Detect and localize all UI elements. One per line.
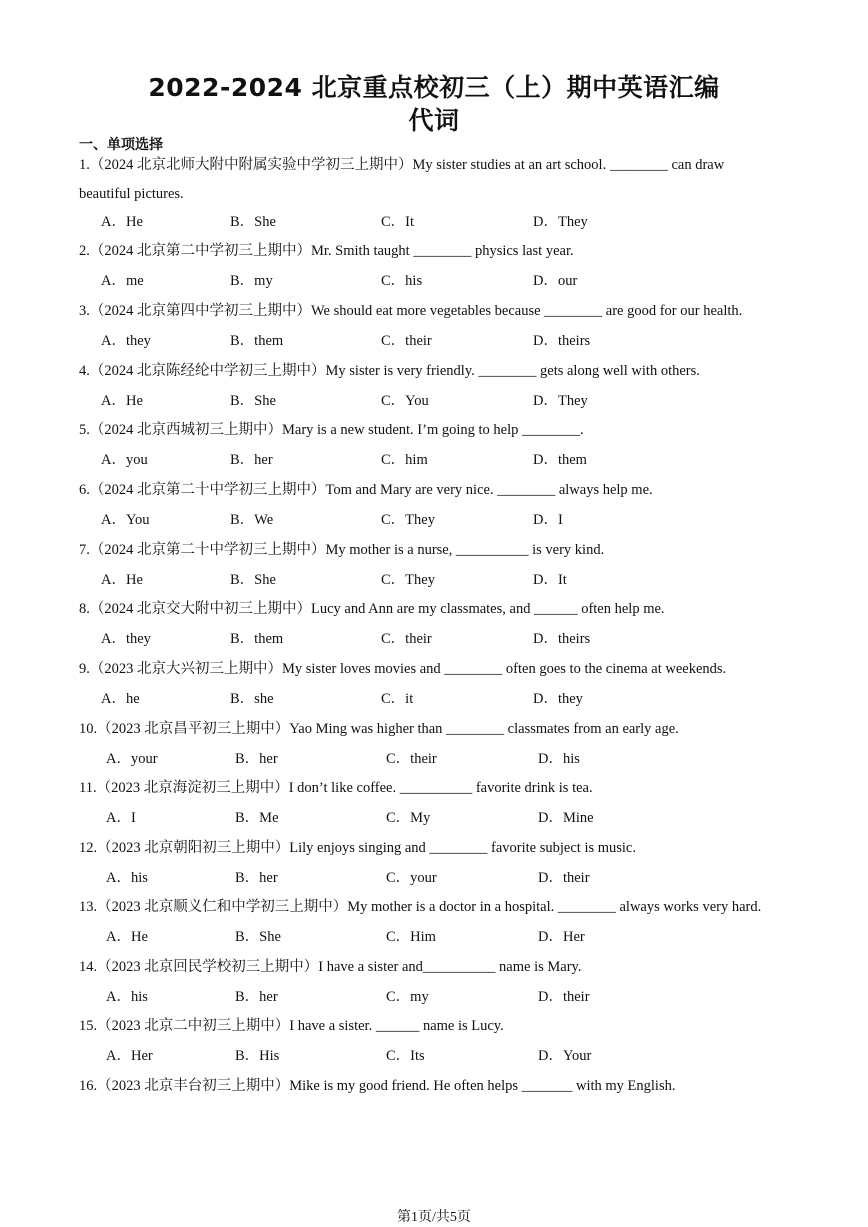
answer-option[interactable]: C．Him: [386, 929, 436, 945]
section-heading: 一、单项选择: [79, 137, 163, 153]
answer-option[interactable]: C．your: [386, 870, 437, 886]
answer-option[interactable]: D．It: [533, 572, 567, 588]
answer-options: [101, 450, 801, 470]
answer-option[interactable]: A．Her: [106, 1048, 153, 1064]
document-subtitle: 代词: [408, 106, 460, 135]
answer-option[interactable]: D．their: [538, 989, 590, 1005]
page-footer: 第1页/共5页: [397, 1210, 471, 1225]
answer-option[interactable]: B．my: [230, 273, 273, 289]
answer-option[interactable]: C．it: [381, 691, 414, 707]
answer-option[interactable]: A．his: [106, 989, 148, 1005]
answer-options: [101, 629, 801, 649]
answer-option[interactable]: B．We: [230, 512, 274, 528]
answer-options: [101, 391, 801, 411]
question-text: 2.（2024 北京第二中学初三上期中）Mr. Smith taught ________ physics last year.: [79, 243, 574, 259]
answer-option[interactable]: A．he: [101, 691, 140, 707]
answer-option[interactable]: D．Her: [538, 929, 585, 945]
answer-options: [106, 868, 806, 888]
answer-option[interactable]: D．I: [533, 512, 563, 528]
answer-options: [101, 510, 801, 530]
answer-option[interactable]: B．She: [235, 929, 281, 945]
answer-option[interactable]: B．Me: [235, 810, 279, 826]
answer-option[interactable]: C．their: [381, 631, 432, 647]
answer-option[interactable]: B．His: [235, 1048, 280, 1064]
question-text: 1.（2024 北京北师大附中附属实验中学初三上期中）My sister studies at an art school. ________ can draw: [79, 157, 725, 173]
answer-option[interactable]: C．their: [381, 333, 432, 349]
answer-option[interactable]: A．He: [101, 214, 143, 230]
answer-option[interactable]: D．They: [533, 214, 588, 230]
question-text: 9.（2023 北京大兴初三上期中）My sister loves movies and ________ often goes to the cinema at weekends.: [79, 661, 727, 677]
answer-option[interactable]: B．She: [230, 572, 276, 588]
answer-option[interactable]: D．their: [538, 870, 590, 886]
answer-options: [101, 331, 801, 351]
question-text: 5.（2024 北京西城初三上期中）Mary is a new student. I’m going to help ________.: [79, 422, 584, 438]
answer-option[interactable]: B．her: [235, 751, 278, 767]
answer-option[interactable]: B．them: [230, 631, 284, 647]
answer-option[interactable]: A．you: [101, 452, 148, 468]
answer-option[interactable]: D．Your: [538, 1048, 592, 1064]
answer-option[interactable]: C．Its: [386, 1048, 425, 1064]
answer-option[interactable]: A．your: [106, 751, 158, 767]
answer-option[interactable]: C．My: [386, 810, 431, 826]
answer-option[interactable]: C．his: [381, 273, 423, 289]
answer-options: [106, 1046, 806, 1066]
answer-option[interactable]: D．theirs: [533, 333, 591, 349]
question-text: 7.（2024 北京第二十中学初三上期中）My mother is a nurse, __________ is very kind.: [79, 542, 605, 558]
answer-options: [106, 987, 806, 1007]
answer-option[interactable]: B．She: [230, 214, 276, 230]
answer-option[interactable]: D．theirs: [533, 631, 591, 647]
answer-option[interactable]: A．You: [101, 512, 150, 528]
answer-option[interactable]: A．He: [101, 572, 143, 588]
answer-option[interactable]: C．him: [381, 452, 428, 468]
answer-option[interactable]: A．He: [106, 929, 148, 945]
answer-options: [101, 271, 801, 291]
answer-option[interactable]: A．I: [106, 810, 136, 826]
answer-option[interactable]: C．You: [381, 393, 429, 409]
answer-options: [106, 927, 806, 947]
answer-option[interactable]: D．They: [533, 393, 588, 409]
answer-option[interactable]: A．me: [101, 273, 144, 289]
question-text: 13.（2023 北京顺义仁和中学初三上期中）My mother is a doctor in a hospital. ________ always works very hard.: [79, 899, 762, 915]
question-text: 16.（2023 北京丰台初三上期中）Mike is my good friend. He often helps _______ with my English.: [79, 1078, 676, 1094]
answer-option[interactable]: A．they: [101, 631, 151, 647]
question-text: 4.（2024 北京陈经纶中学初三上期中）My sister is very friendly. ________ gets along well with others.: [79, 363, 700, 379]
answer-option[interactable]: A．they: [101, 333, 151, 349]
question-text: 11.（2023 北京海淀初三上期中）I don’t like coffee. __________ favorite drink is tea.: [79, 780, 593, 796]
answer-option[interactable]: D．they: [533, 691, 583, 707]
question-text: 15.（2023 北京二中初三上期中）I have a sister. ______ name is Lucy.: [79, 1018, 504, 1034]
question-text: 8.（2024 北京交大附中初三上期中）Lucy and Ann are my classmates, and ______ often help me.: [79, 601, 665, 617]
answer-option[interactable]: D．our: [533, 273, 578, 289]
answer-option[interactable]: B．her: [230, 452, 273, 468]
answer-option[interactable]: A．his: [106, 870, 148, 886]
answer-options: [106, 749, 806, 769]
document-title: 2022-2024 北京重点校初三（上）期中英语汇编: [148, 73, 720, 102]
answer-option[interactable]: D．them: [533, 452, 587, 468]
answer-options: [106, 808, 806, 828]
question-text: 3.（2024 北京第四中学初三上期中）We should eat more vegetables because ________ are good for our health.: [79, 303, 743, 319]
question-text-continued: beautiful pictures.: [79, 186, 184, 202]
answer-option[interactable]: B．She: [230, 393, 276, 409]
answer-option[interactable]: C．my: [386, 989, 429, 1005]
question-text: 12.（2023 北京朝阳初三上期中）Lily enjoys singing and ________ favorite subject is music.: [79, 840, 636, 856]
answer-option[interactable]: C．They: [381, 572, 435, 588]
answer-option[interactable]: C．It: [381, 214, 415, 230]
answer-option[interactable]: D．Mine: [538, 810, 594, 826]
answer-option[interactable]: A．He: [101, 393, 143, 409]
answer-options: [101, 212, 801, 232]
question-text: 6.（2024 北京第二十中学初三上期中）Tom and Mary are very nice. ________ always help me.: [79, 482, 653, 498]
answer-option[interactable]: B．her: [235, 989, 278, 1005]
answer-option[interactable]: C．their: [386, 751, 437, 767]
question-text: 14.（2023 北京回民学校初三上期中）I have a sister and__________ name is Mary.: [79, 959, 582, 975]
question-text: 10.（2023 北京昌平初三上期中）Yao Ming was higher than ________ classmates from an early age.: [79, 721, 679, 737]
answer-option[interactable]: C．They: [381, 512, 435, 528]
answer-options: [101, 689, 801, 709]
answer-option[interactable]: D．his: [538, 751, 580, 767]
answer-option[interactable]: B．her: [235, 870, 278, 886]
answer-option[interactable]: B．them: [230, 333, 284, 349]
answer-option[interactable]: B．she: [230, 691, 274, 707]
answer-options: [101, 570, 801, 590]
